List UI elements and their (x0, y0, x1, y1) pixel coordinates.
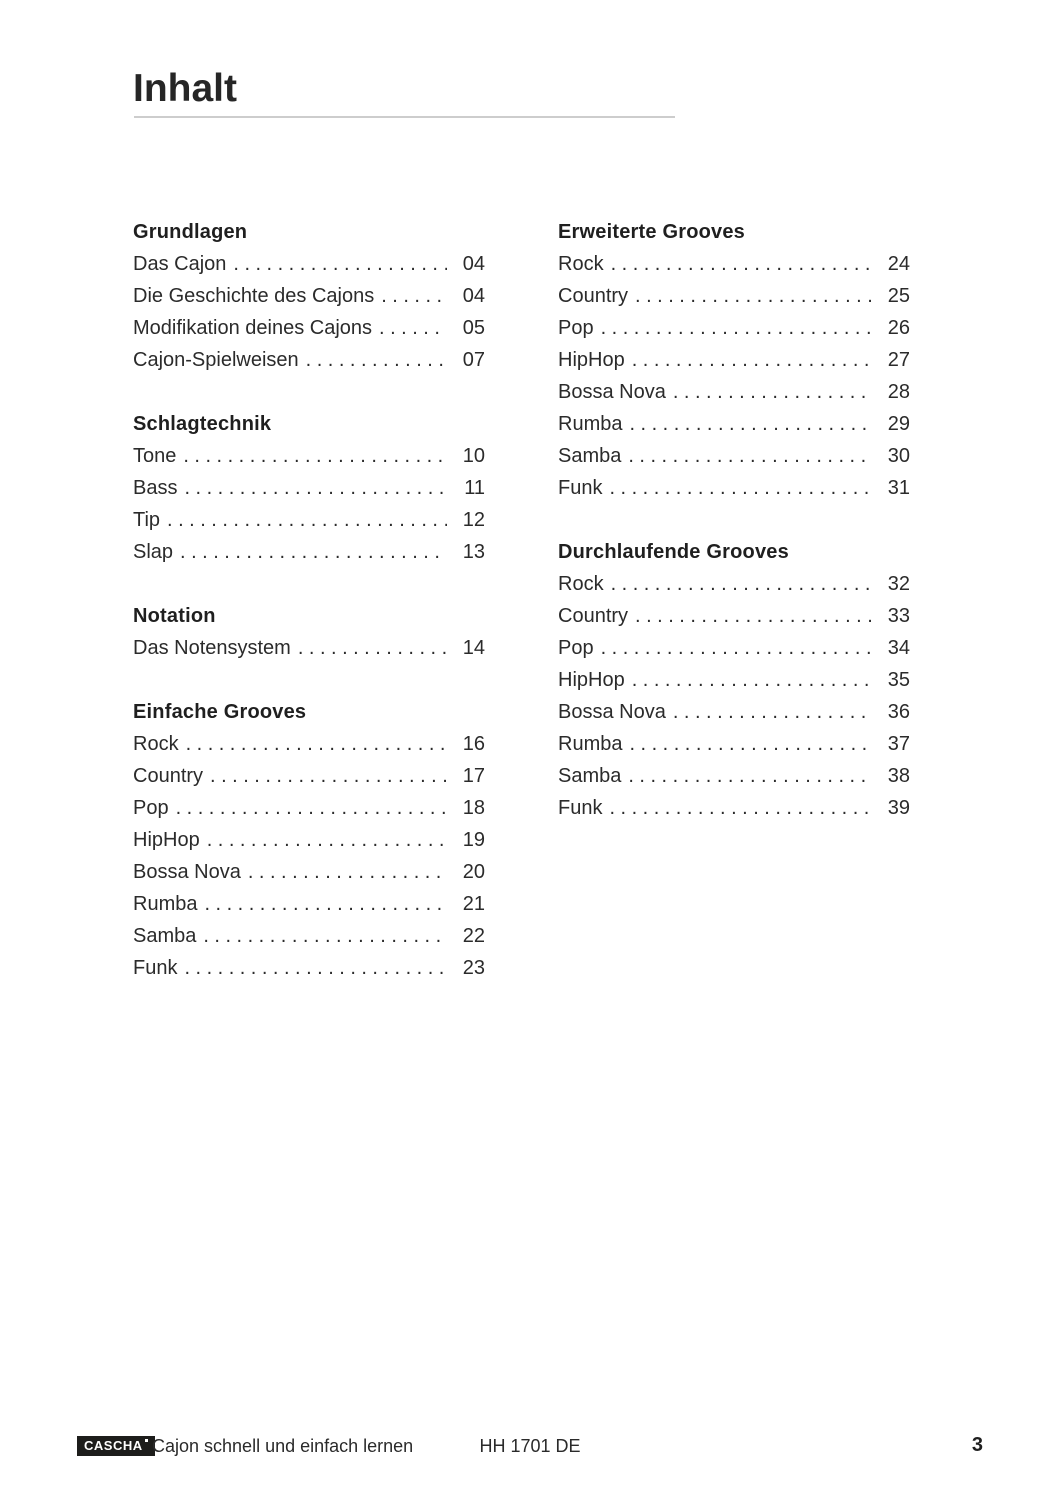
toc-entry (133, 952, 485, 984)
toc-section-heading: Schlagtechnik (133, 413, 272, 435)
toc-entry-page: 12 (462, 509, 485, 531)
toc-entry (558, 728, 910, 760)
toc-entry-label: Tone (133, 445, 177, 467)
toc-entry (133, 792, 485, 824)
toc-leader-dots (609, 472, 872, 504)
toc-entry-label: Rumba (558, 733, 623, 755)
toc-entry-label: Samba (558, 445, 622, 467)
toc-section (558, 216, 910, 504)
toc-entry-page: 32 (887, 573, 910, 595)
toc-entry-label: Funk (558, 797, 603, 819)
toc-entry (558, 472, 910, 504)
toc-leader-dots (628, 760, 872, 792)
toc-entry-page: 35 (887, 669, 910, 691)
toc-entry (133, 632, 485, 664)
toc-entry (133, 920, 485, 952)
toc-entry-label: Bass (133, 477, 178, 499)
toc-entry-page: 25 (887, 285, 910, 307)
toc-leader-dots (248, 856, 447, 888)
toc-entry (133, 728, 485, 760)
toc-leader-dots (632, 344, 872, 376)
toc-entry-page: 38 (887, 765, 910, 787)
toc-leader-dots (635, 600, 872, 632)
toc-entry (558, 760, 910, 792)
toc-leader-dots (186, 728, 447, 760)
toc-section (558, 536, 910, 824)
toc-entry (133, 760, 485, 792)
toc-leader-dots (167, 504, 447, 536)
toc-entry-label: Samba (133, 925, 197, 947)
toc-entry (133, 536, 485, 568)
toc-entry-page: 36 (887, 701, 910, 723)
toc-entry-label: HipHop (558, 349, 625, 371)
toc-entry (133, 824, 485, 856)
toc-entry-label: Das Cajon (133, 253, 227, 275)
toc-entry (558, 696, 910, 728)
toc-entry-label: Rock (558, 253, 604, 275)
toc-entry (558, 312, 910, 344)
toc-section (133, 696, 485, 984)
toc-entry (558, 568, 910, 600)
toc-entry-label: Rock (133, 733, 179, 755)
toc-entry-label: Cajon-Spielweisen (133, 349, 299, 371)
toc-entry-page: 17 (462, 765, 485, 787)
toc-entry-page: 04 (462, 285, 485, 307)
toc-section (133, 600, 485, 664)
toc-entry-page: 24 (887, 253, 910, 275)
toc-entry-label: Country (558, 605, 629, 627)
toc-entry-label: Das Notensystem (133, 637, 291, 659)
toc-entry (133, 888, 485, 920)
toc-leader-dots (183, 440, 447, 472)
toc-leader-dots (601, 632, 872, 664)
toc-entry-page: 16 (462, 733, 485, 755)
toc-leader-dots (673, 696, 872, 728)
toc-entry (558, 664, 910, 696)
toc-entry-label: Funk (133, 957, 178, 979)
toc-entry-page: 39 (887, 797, 910, 819)
toc-entry-label: Slap (133, 541, 174, 563)
toc-entry-page: 13 (462, 541, 485, 563)
toc-entry-label: Bossa Nova (133, 861, 241, 883)
toc-entry-page: 26 (887, 317, 910, 339)
toc-entry-label: Rumba (558, 413, 623, 435)
toc-section (133, 216, 485, 376)
toc-leader-dots (632, 664, 872, 696)
toc-entry-page: 11 (464, 477, 485, 499)
toc-entry-page: 29 (887, 413, 910, 435)
toc-leader-dots (635, 280, 872, 312)
toc-column-left (133, 216, 485, 984)
cascha-logo: CASCHA (77, 1436, 155, 1456)
footer-edition-code: HH 1701 DE (479, 1436, 581, 1456)
toc-entry-page: 05 (462, 317, 485, 339)
toc-entry-label: Country (558, 285, 629, 307)
toc-entry-label: Bossa Nova (558, 701, 666, 723)
footer-book-title: Cajon schnell und einfach lernen (152, 1436, 414, 1456)
toc-entry (558, 440, 910, 472)
toc-entry (558, 280, 910, 312)
toc-entry (133, 504, 485, 536)
toc-entry-page: 37 (887, 733, 910, 755)
toc-entry-label: Rumba (133, 893, 198, 915)
toc-leader-dots (184, 952, 447, 984)
toc-entry-page: 21 (462, 893, 485, 915)
toc-entry-page: 22 (462, 925, 485, 947)
toc-entry-page: 07 (462, 349, 485, 371)
toc-leader-dots (611, 248, 872, 280)
toc-entry-label: Tip (133, 509, 161, 531)
toc-entry (133, 248, 485, 280)
toc-leader-dots (298, 632, 447, 664)
toc-entry (133, 440, 485, 472)
toc-leader-dots (180, 536, 447, 568)
toc-leader-dots (210, 760, 447, 792)
toc-entry-page: 34 (887, 637, 910, 659)
toc-entry-label: Pop (558, 317, 594, 339)
toc-entry (558, 344, 910, 376)
toc-leader-dots (184, 472, 447, 504)
toc-leader-dots (381, 280, 447, 312)
toc-entry-page: 10 (462, 445, 485, 467)
toc-entry (558, 792, 910, 824)
toc-entry-page: 30 (887, 445, 910, 467)
page-title: Inhalt (133, 67, 237, 110)
toc-entry-page: 23 (462, 957, 485, 979)
toc-section (133, 408, 485, 568)
toc-entry-label: HipHop (558, 669, 625, 691)
toc-entry (133, 280, 485, 312)
toc-entry-label: Modifikation deines Cajons (133, 317, 373, 339)
footer-page-number: 3 (971, 1434, 983, 1456)
toc-leader-dots (233, 248, 447, 280)
toc-leader-dots (204, 888, 447, 920)
toc-entry-page: 18 (462, 797, 485, 819)
toc-entry-page: 19 (462, 829, 485, 851)
toc-entry-label: Pop (133, 797, 169, 819)
toc-leader-dots (306, 344, 447, 376)
toc-leader-dots (629, 728, 872, 760)
toc-entry-page: 28 (887, 381, 910, 403)
toc-leader-dots (203, 920, 447, 952)
toc-entry (558, 632, 910, 664)
toc-entry-label: Country (133, 765, 204, 787)
toc-leader-dots (611, 568, 872, 600)
toc-section-heading: Erweiterte Grooves (558, 221, 746, 243)
toc-leader-dots (207, 824, 447, 856)
title-divider (134, 116, 675, 118)
toc-leader-dots (629, 408, 872, 440)
toc-entry-label: Funk (558, 477, 603, 499)
toc-leader-dots (379, 312, 447, 344)
toc-leader-dots (601, 312, 872, 344)
toc-leader-dots (628, 440, 872, 472)
toc-section-heading: Einfache Grooves (133, 701, 307, 723)
toc-leader-dots (176, 792, 447, 824)
toc-entry (558, 600, 910, 632)
toc-entry-page: 31 (887, 477, 910, 499)
toc-entry-label: Die Geschichte des Cajons (133, 285, 375, 307)
toc-entry (558, 248, 910, 280)
toc-entry-label: Bossa Nova (558, 381, 666, 403)
toc-entry (558, 376, 910, 408)
toc-section-heading: Grundlagen (133, 221, 248, 243)
toc-entry-label: Samba (558, 765, 622, 787)
page-footer (0, 1433, 1060, 1461)
toc-entry-label: Pop (558, 637, 594, 659)
toc-entry-page: 27 (887, 349, 910, 371)
toc-leader-dots (609, 792, 872, 824)
toc-section-heading: Notation (133, 605, 216, 627)
toc-entry-page: 14 (462, 637, 485, 659)
toc-entry (558, 408, 910, 440)
toc-column-right (558, 216, 910, 984)
toc-entry-page: 33 (887, 605, 910, 627)
toc-entry (133, 856, 485, 888)
toc-entry (133, 344, 485, 376)
toc-entry-page: 04 (462, 253, 485, 275)
toc-section-heading: Durchlaufende Grooves (558, 541, 789, 563)
toc-entry (133, 472, 485, 504)
toc-entry-label: Rock (558, 573, 604, 595)
toc-entry-label: HipHop (133, 829, 200, 851)
toc-leader-dots (673, 376, 872, 408)
toc-entry (133, 312, 485, 344)
toc-entry-page: 20 (462, 861, 485, 883)
table-of-contents (133, 216, 910, 984)
